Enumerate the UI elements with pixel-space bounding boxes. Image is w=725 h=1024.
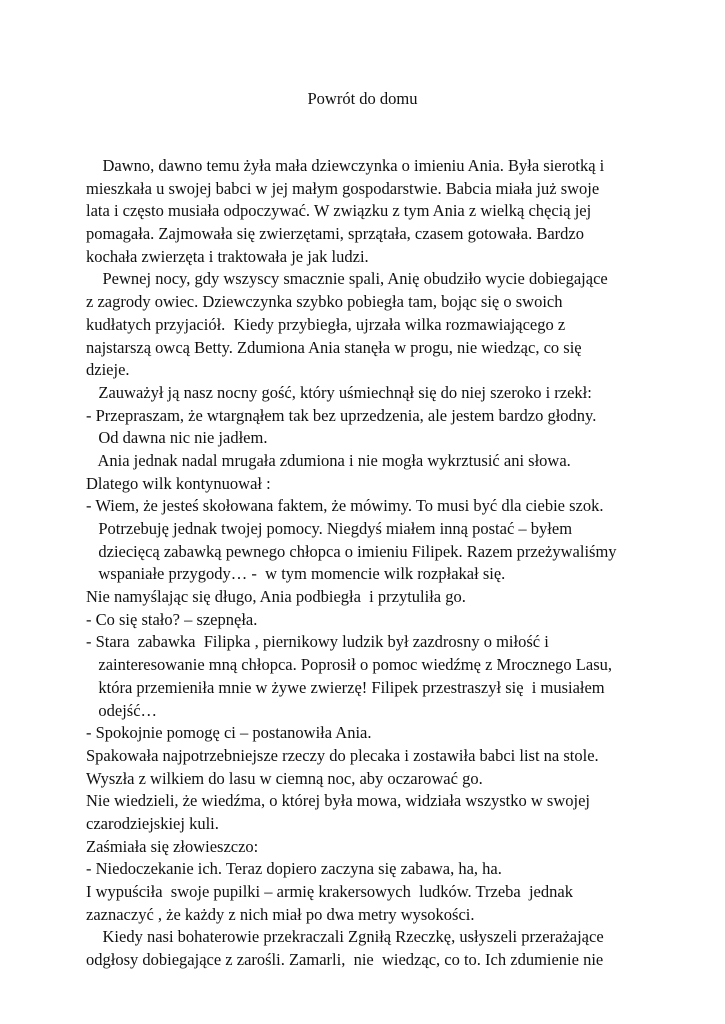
text-line: Zaśmiała się złowieszczo:	[86, 836, 259, 856]
text-line: z zagrody owiec. Dziewczynka szybko pobiegła tam, bojąc się o swoich	[86, 292, 563, 312]
text-line: kudłatych przyjaciół. Kiedy przybiegła, ujrzała wilka rozmawiającego z	[86, 314, 566, 334]
text-line: Wyszła z wilkiem do lasu w ciemną noc, aby oczarować go.	[86, 768, 483, 788]
text-line: dziecięcą zabawką pewnego chłopca o imieniu Filipek. Razem przeżywaliśmy	[86, 541, 617, 561]
text-line: która przemieniła mnie w żywe zwierzę! Filipek przestraszył się i musiałem	[86, 677, 605, 697]
text-line: mieszkała u swojej babci w jej małym gospodarstwie. Babcia miała już swoje	[86, 178, 600, 198]
text-line: Pewnej nocy, gdy wszyscy smacznie spali, Anię obudziło wycie dobiegające	[86, 269, 608, 289]
text-line: zaznaczyć , że każdy z nich miał po dwa metry wysokości.	[86, 904, 475, 924]
text-line: Od dawna nic nie jadłem.	[86, 428, 268, 448]
text-line: wspaniałe przygody… - w tym momencie wilk rozpłakał się.	[86, 564, 506, 584]
text-line: I wypuściła swoje pupilki – armię krakersowych ludków. Trzeba jednak	[86, 882, 573, 901]
text-line: Nie namyślając się długo, Ania podbiegła i przytuliła go.	[86, 587, 466, 607]
text-line: odgłosy dobiegające z zarośli. Zamarli, nie wiedząc, co to. Ich zdumienie nie	[86, 950, 604, 970]
text-line: Spakowała najpotrzebniejsze rzeczy do plecaka i zostawiła babci list na stole.	[86, 745, 599, 765]
text-line: pomagała. Zajmowała się zwierzętami, sprzątała, czasem gotowała. Bardzo	[86, 224, 584, 244]
text-line: Dawno, dawno temu żyła mała dziewczynka o imieniu Ania. Była sierotką i	[86, 156, 605, 175]
text-line: Zauważył ją nasz nocny gość, który uśmiechnął się do niej szeroko i rzekł:	[86, 382, 592, 402]
story-body	[86, 155, 646, 972]
text-line: - Stara zabawka Filipka , piernikowy ludzik był zazdrosny o miłość i	[86, 632, 549, 652]
text-line: - Spokojnie pomogę ci – postanowiła Ania.	[86, 723, 372, 743]
text-line: kochała zwierzęta i traktowała je jak ludzi.	[86, 246, 369, 266]
text-line: Nie wiedzieli, że wiedźma, o której była mowa, widziała wszystko w swojej	[86, 791, 591, 811]
text-line: Ania jednak nadal mrugała zdumiona i nie mogła wykrztusić ani słowa.	[86, 450, 571, 470]
page-title: Powrót do domu	[307, 89, 418, 108]
text-line: zainteresowanie mną chłopca. Poprosił o pomoc wiedźmę z Mrocznego Lasu,	[86, 655, 612, 675]
text-line: odejść…	[86, 700, 158, 720]
text-line: czarodziejskiej kuli.	[86, 813, 219, 833]
text-line: Dlatego wilk kontynuował :	[86, 473, 271, 493]
text-line: - Wiem, że jesteś skołowana faktem, że mówimy. To musi być dla ciebie szok.	[86, 496, 604, 516]
text-line: dzieje.	[86, 360, 130, 380]
text-line: - Niedoczekanie ich. Teraz dopiero zaczyna się zabawa, ha, ha.	[86, 859, 502, 879]
text-line: Potrzebuję jednak twojej pomocy. Niegdyś miałem inną postać – byłem	[86, 519, 573, 538]
text-line: najstarszą owcą Betty. Zdumiona Ania stanęła w progu, nie wiedząc, co się	[86, 337, 582, 357]
text-line: - Co się stało? – szepnęła.	[86, 609, 258, 629]
text-line: - Przepraszam, że wtargnąłem tak bez uprzedzenia, ale jestem bardzo głodny.	[86, 405, 597, 425]
text-line: lata i często musiała odpoczywać. W związku z tym Ania z wielką chęcią jej	[86, 201, 592, 221]
text-line: Kiedy nasi bohaterowie przekraczali Zgniłą Rzeczkę, usłyszeli przerażające	[86, 927, 604, 947]
